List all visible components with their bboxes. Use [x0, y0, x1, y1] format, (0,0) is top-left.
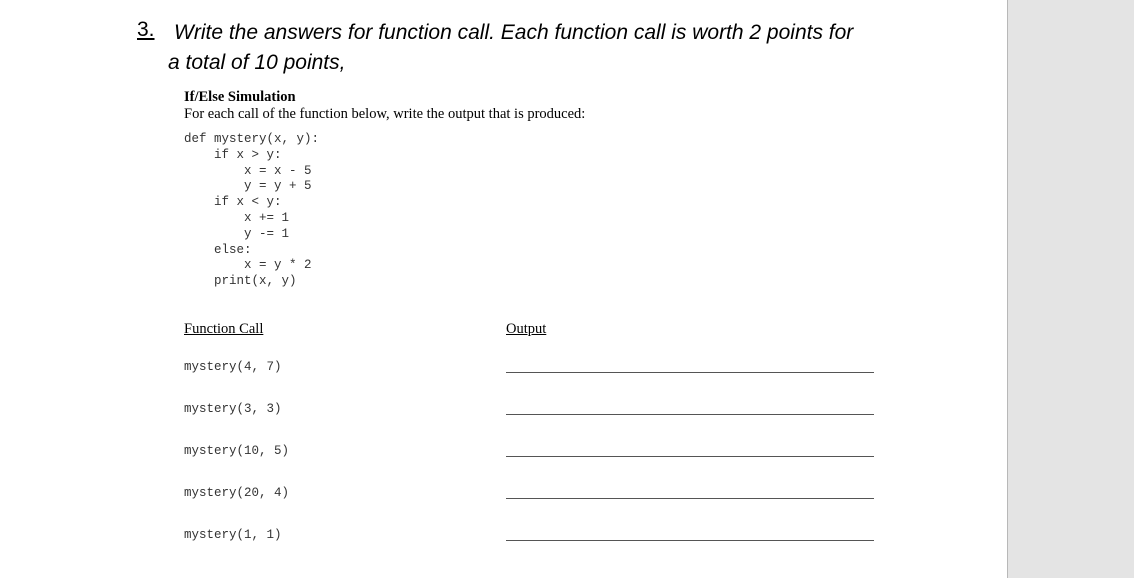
section-title: If/Else Simulation — [184, 89, 296, 105]
function-call-2: mystery(3, 3) — [184, 402, 282, 416]
question-text-line-1: Write the answers for function call. Each function call is worth 2 points for — [174, 21, 854, 44]
output-answer-line-5[interactable] — [506, 540, 874, 541]
function-call-4: mystery(20, 4) — [184, 486, 290, 500]
output-answer-line-4[interactable] — [506, 498, 874, 499]
side-panel — [1007, 0, 1134, 578]
function-call-5: mystery(1, 1) — [184, 528, 282, 542]
code-line: if x > y: — [184, 147, 282, 162]
section-instructions: For each call of the function below, write the output that is produced: — [184, 106, 586, 122]
code-line: print(x, y) — [184, 274, 297, 289]
code-line: x += 1 — [184, 210, 290, 225]
function-call-3: mystery(10, 5) — [184, 444, 290, 458]
code-line: y = y + 5 — [184, 179, 312, 194]
code-block — [184, 132, 319, 290]
question-text-line-2: a total of 10 points, — [168, 51, 346, 74]
output-header: Output — [506, 321, 547, 337]
code-line: y -= 1 — [184, 226, 290, 241]
function-call-1: mystery(4, 7) — [184, 360, 282, 374]
output-answer-line-1[interactable] — [506, 372, 874, 373]
output-answer-line-3[interactable] — [506, 456, 874, 457]
output-answer-line-2[interactable] — [506, 414, 874, 415]
question-text — [168, 18, 934, 78]
code-line: x = x - 5 — [184, 163, 312, 178]
code-line: x = y * 2 — [184, 258, 312, 273]
code-line: def mystery(x, y): — [184, 132, 320, 146]
function-call-header: Function Call — [184, 321, 264, 337]
code-line: else: — [184, 242, 252, 257]
question-number: 3. — [137, 18, 155, 41]
code-line: if x < y: — [184, 195, 282, 210]
